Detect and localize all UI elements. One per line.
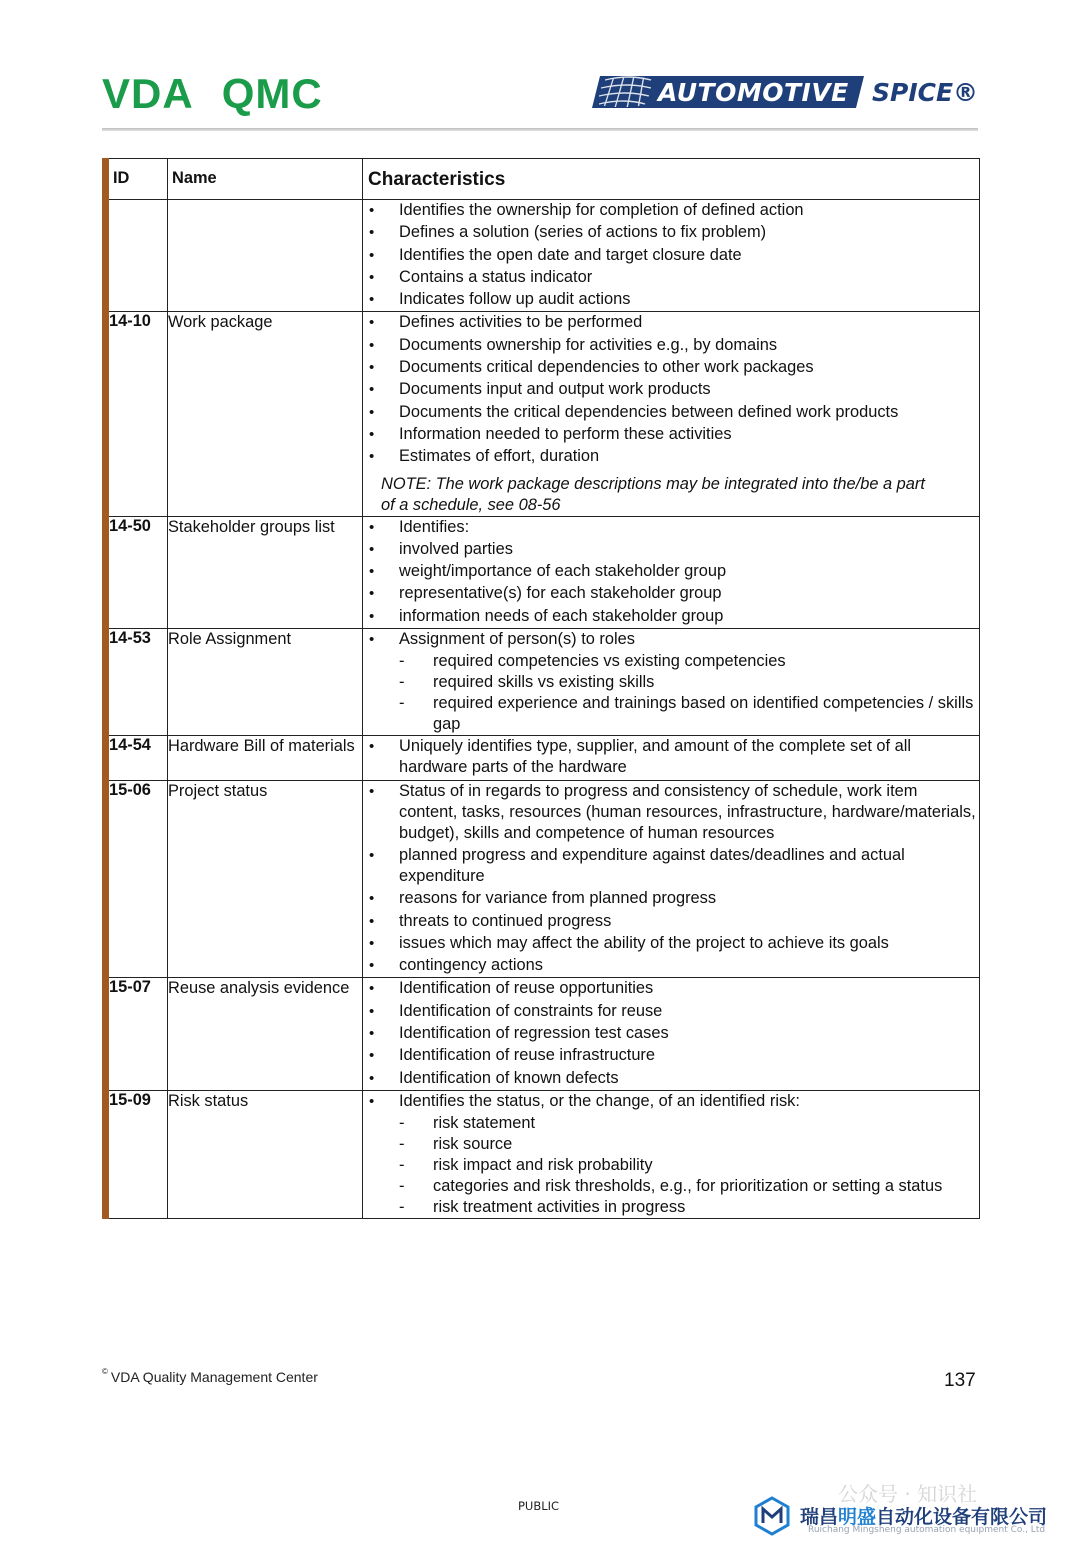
sub-list-item: - categories and risk thresholds, e.g., for prioritization or setting a status [363, 1176, 979, 1197]
list-item: • Indicates follow up audit actions [363, 289, 979, 310]
sub-list-item: - risk treatment activities in progress [363, 1197, 979, 1218]
list-item: • weight/importance of each stakeholder group [363, 561, 979, 582]
row-characteristics [363, 516, 980, 628]
sub-list-item: - required experience and trainings based on identified competencies / skills gap [363, 693, 979, 735]
row-id: 15-07 [106, 978, 168, 1090]
column-header-name: Name [168, 159, 363, 200]
list-item-text: Identifies the status, or the change, of an identified risk: [399, 1091, 800, 1110]
watermark-faint-text: 公众号 · 知识社 [838, 1482, 978, 1506]
list-item: • Documents ownership for activities e.g., by domains [363, 335, 979, 356]
table-header-row [106, 159, 980, 200]
list-item: • Identifies the ownership for completion of defined action [363, 200, 979, 221]
list-item: • contingency actions [363, 955, 979, 976]
row-id: 15-06 [106, 780, 168, 978]
table-row [106, 200, 980, 312]
classification-label: PUBLIC [518, 1499, 560, 1513]
company-watermark [752, 1478, 1080, 1542]
copyright-text: VDA Quality Management Center [110, 1369, 318, 1385]
page-number: 137 [944, 1370, 976, 1391]
row-characteristics [363, 1090, 980, 1218]
column-header-characteristics: Characteristics [363, 159, 980, 200]
automotive-spice-logo [596, 76, 980, 108]
footer-copyright [102, 1369, 318, 1385]
row-name: Stakeholder groups list [168, 516, 363, 628]
list-item: • Identifies the open date and target closure date [363, 245, 979, 266]
row-name: Hardware Bill of materials [168, 736, 363, 780]
company-name-a: 瑞昌 [800, 1506, 839, 1528]
list-item: • involved parties [363, 539, 979, 560]
note-text: NOTE: The work package descriptions may be integrated into the/be a part of a schedule, see 08-56 [381, 474, 925, 514]
list-item: • Identification of reuse infrastructure [363, 1045, 979, 1066]
company-name-b: 明盛 [838, 1506, 877, 1528]
header-rule [102, 128, 978, 131]
list-item: • issues which may affect the ability of the project to achieve its goals [363, 933, 979, 954]
list-item: • Defines activities to be performed [363, 312, 979, 333]
row-id: 14-50 [106, 516, 168, 628]
table-row [106, 978, 980, 1090]
list-item: • Identification of regression test cases [363, 1023, 979, 1044]
company-name-english: Ruichang Mingsheng automation equipment Co., Ltd [808, 1525, 1046, 1535]
row-name: Role Assignment [168, 629, 363, 736]
row-id: 14-10 [106, 312, 168, 516]
aspice-automotive-text: AUTOMOTIVE [658, 78, 849, 107]
list-item [363, 629, 979, 650]
row-name: Project status [168, 780, 363, 978]
row-id: 14-54 [106, 736, 168, 780]
list-item: • Documents critical dependencies to other work packages [363, 357, 979, 378]
list-item: • Documents input and output work products [363, 379, 979, 400]
list-item: • Identification of known defects [363, 1068, 979, 1089]
row-name: Reuse analysis evidence [168, 978, 363, 1090]
list-item-text: Assignment of person(s) to roles [399, 630, 635, 649]
work-product-table [102, 158, 980, 1219]
aspice-spice-text: SPICE® [872, 78, 979, 107]
vda-qmc-logo [102, 70, 323, 118]
list-item: • Defines a solution (series of actions to fix problem) [363, 222, 979, 243]
company-name-c: 自动化设备有限公司 [876, 1506, 1048, 1528]
list-item: • Information needed to perform these activities [363, 424, 979, 445]
list-item: • Estimates of effort, duration [363, 446, 979, 467]
row-characteristics [363, 312, 980, 516]
row-name: Risk status [168, 1090, 363, 1218]
list-item: • Uniquely identifies type, supplier, and amount of the complete set of all hardware parts of the hardware [363, 736, 979, 778]
row-id [106, 200, 168, 312]
table-row [106, 629, 980, 736]
row-name [168, 200, 363, 312]
list-item [363, 1091, 979, 1112]
sub-list-item: - required competencies vs existing competencies [363, 651, 979, 672]
row-characteristics [363, 736, 980, 780]
list-item: • planned progress and expenditure against dates/deadlines and actual expenditure [363, 845, 979, 887]
list-item: • Documents the critical dependencies between defined work products [363, 402, 979, 423]
row-name: Work package [168, 312, 363, 516]
list-item: • threats to continued progress [363, 911, 979, 932]
sub-list-item: - risk statement [363, 1113, 979, 1134]
row-characteristics [363, 780, 980, 978]
list-item: • Identifies: [363, 517, 979, 538]
list-item: • Identification of constraints for reuse [363, 1001, 979, 1022]
column-header-id: ID [106, 159, 168, 200]
qmc-logo-text: QMC [221, 70, 323, 117]
list-item: • Identification of reuse opportunities [363, 978, 979, 999]
row-characteristics [363, 629, 980, 736]
row-characteristics [363, 200, 980, 312]
sub-list-item: - risk source [363, 1134, 979, 1155]
list-item: • reasons for variance from planned progress [363, 888, 979, 909]
table-row [106, 516, 980, 628]
row-id: 15-09 [106, 1090, 168, 1218]
table-row [106, 736, 980, 780]
vda-logo-text: VDA [102, 70, 194, 117]
list-item: • Contains a status indicator [363, 267, 979, 288]
row-id: 14-53 [106, 629, 168, 736]
list-item: • representative(s) for each stakeholder group [363, 583, 979, 604]
table-row [106, 1090, 980, 1218]
list-item: • information needs of each stakeholder group [363, 606, 979, 627]
page-header [0, 0, 1080, 140]
row-characteristics [363, 978, 980, 1090]
table-row [106, 312, 980, 516]
list-item: • Status of in regards to progress and consistency of schedule, work item content, tasks, resources (human resources, infrastructure, hardware/materials, budget), skills and competence of human resources [363, 781, 979, 844]
table-row [106, 780, 980, 978]
copyright-symbol: © [102, 1367, 108, 1376]
sub-list-item: - required skills vs existing skills [363, 672, 979, 693]
sub-list-item: - risk impact and risk probability [363, 1155, 979, 1176]
company-logo-icon [752, 1496, 792, 1541]
